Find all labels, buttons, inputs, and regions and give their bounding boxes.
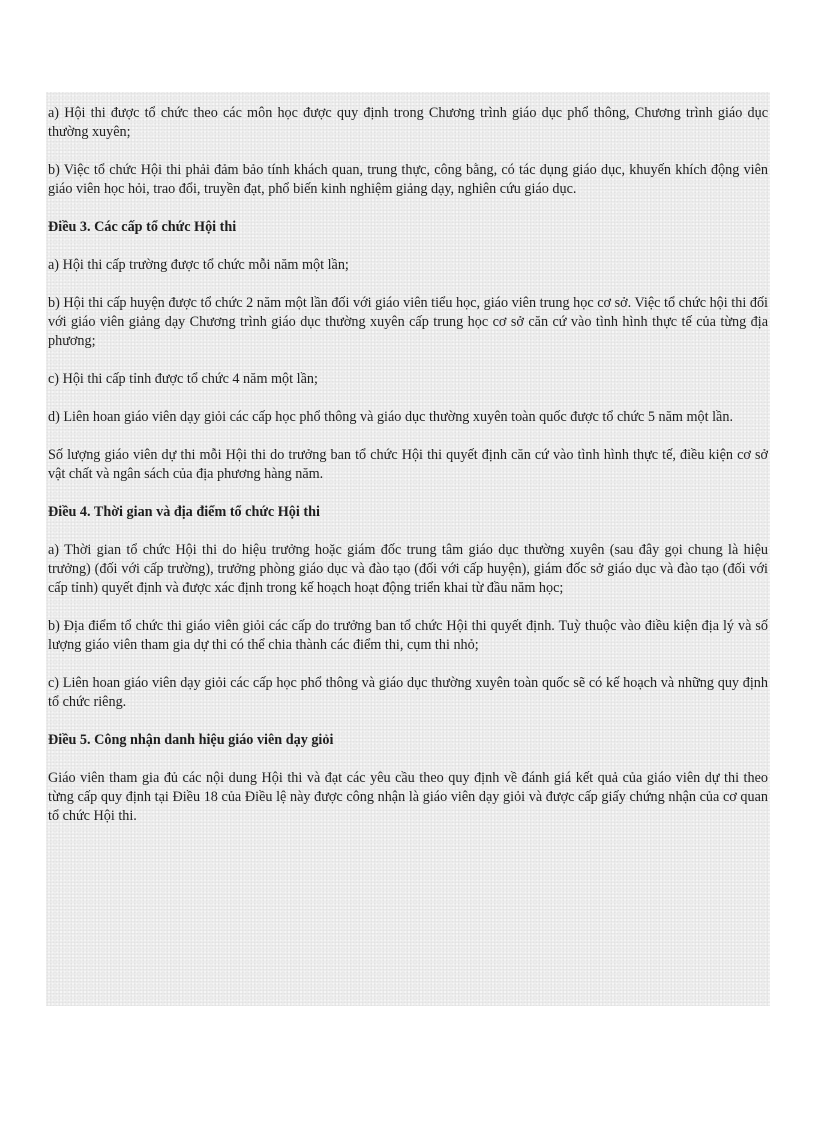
paragraph-article3-count: Số lượng giáo viên dự thi mỗi Hội thi do trưởng ban tổ chức Hội thi quyết định căn cứ vào tình hình thực tế, điều kiện cơ sở vật chất và ngân sách của địa phương hàng năm. [48, 447, 768, 482]
heading-article3: Điều 3. Các cấp tổ chức Hội thi [48, 219, 237, 235]
paragraph-article2-a: a) Hội thi được tổ chức theo các môn học được quy định trong Chương trình giáo dục phổ thông, Chương trình giáo dục thường xuyên; [48, 105, 768, 140]
paragraph-article5: Giáo viên tham gia đủ các nội dung Hội thi và đạt các yêu cầu theo quy định về đánh giá kết quả của giáo viên dự thi theo từng cấp quy định tại Điều 18 của Điều lệ này được công nhận là giáo viên dạy giỏi và được cấp giấy chứng nhận của cơ quan tổ chức Hội thi. [48, 770, 768, 824]
heading-article5: Điều 5. Công nhận danh hiệu giáo viên dạy giỏi [48, 732, 334, 748]
paragraph-article3-a: a) Hội thi cấp trường được tổ chức mỗi năm một lần; [48, 257, 349, 273]
paragraph-article4-c: c) Liên hoan giáo viên dạy giỏi các cấp học phổ thông và giáo dục thường xuyên toàn quốc sẽ có kế hoạch và những quy định tổ chức riêng. [48, 675, 768, 710]
heading-article4: Điều 4. Thời gian và địa điểm tổ chức Hội thi [48, 504, 320, 520]
paragraph-article3-b: b) Hội thi cấp huyện được tổ chức 2 năm một lần đối với giáo viên tiểu học, giáo viên trung học cơ sở. Việc tổ chức hội thi đối với giáo viên giảng dạy Chương trình giáo dục thường xuyên cấp trung học cơ sở căn cứ vào tình hình thực tế của từng địa phương; [48, 295, 768, 349]
paragraph-article2-b: b) Việc tổ chức Hội thi phải đảm bảo tính khách quan, trung thực, công bằng, có tác dụng giáo dục, khuyến khích động viên giáo viên học hỏi, trao đổi, truyền đạt, phổ biến kinh nghiệm giảng dạy, nghiên cứu giáo dục. [48, 162, 768, 197]
paragraph-article3-d: d) Liên hoan giáo viên dạy giỏi các cấp học phổ thông và giáo dục thường xuyên toàn quốc được tổ chức 5 năm một lần. [48, 409, 733, 425]
document-body [48, 104, 768, 845]
paragraph-article3-c: c) Hội thi cấp tỉnh được tổ chức 4 năm một lần; [48, 371, 318, 387]
paragraph-article4-b: b) Địa điểm tổ chức thi giáo viên giỏi các cấp do trưởng ban tổ chức Hội thi quyết định. Tuỳ thuộc vào điều kiện địa lý và số lượng giáo viên tham gia dự thi có thể chia thành các điểm thi, cụm thi nhỏ; [48, 618, 768, 653]
paragraph-article4-a: a) Thời gian tổ chức Hội thi do hiệu trưởng hoặc giám đốc trung tâm giáo dục thường xuyên (sau đây gọi chung là hiệu trưởng) (đối với cấp trường), trưởng phòng giáo dục và đào tạo (đối với cấp huyện), giám đốc sở giáo dục và đào tạo (đối với cấp tỉnh) quyết định và được xác định trong kế hoạch hoạt động triển khai từ đầu năm học; [48, 542, 768, 596]
